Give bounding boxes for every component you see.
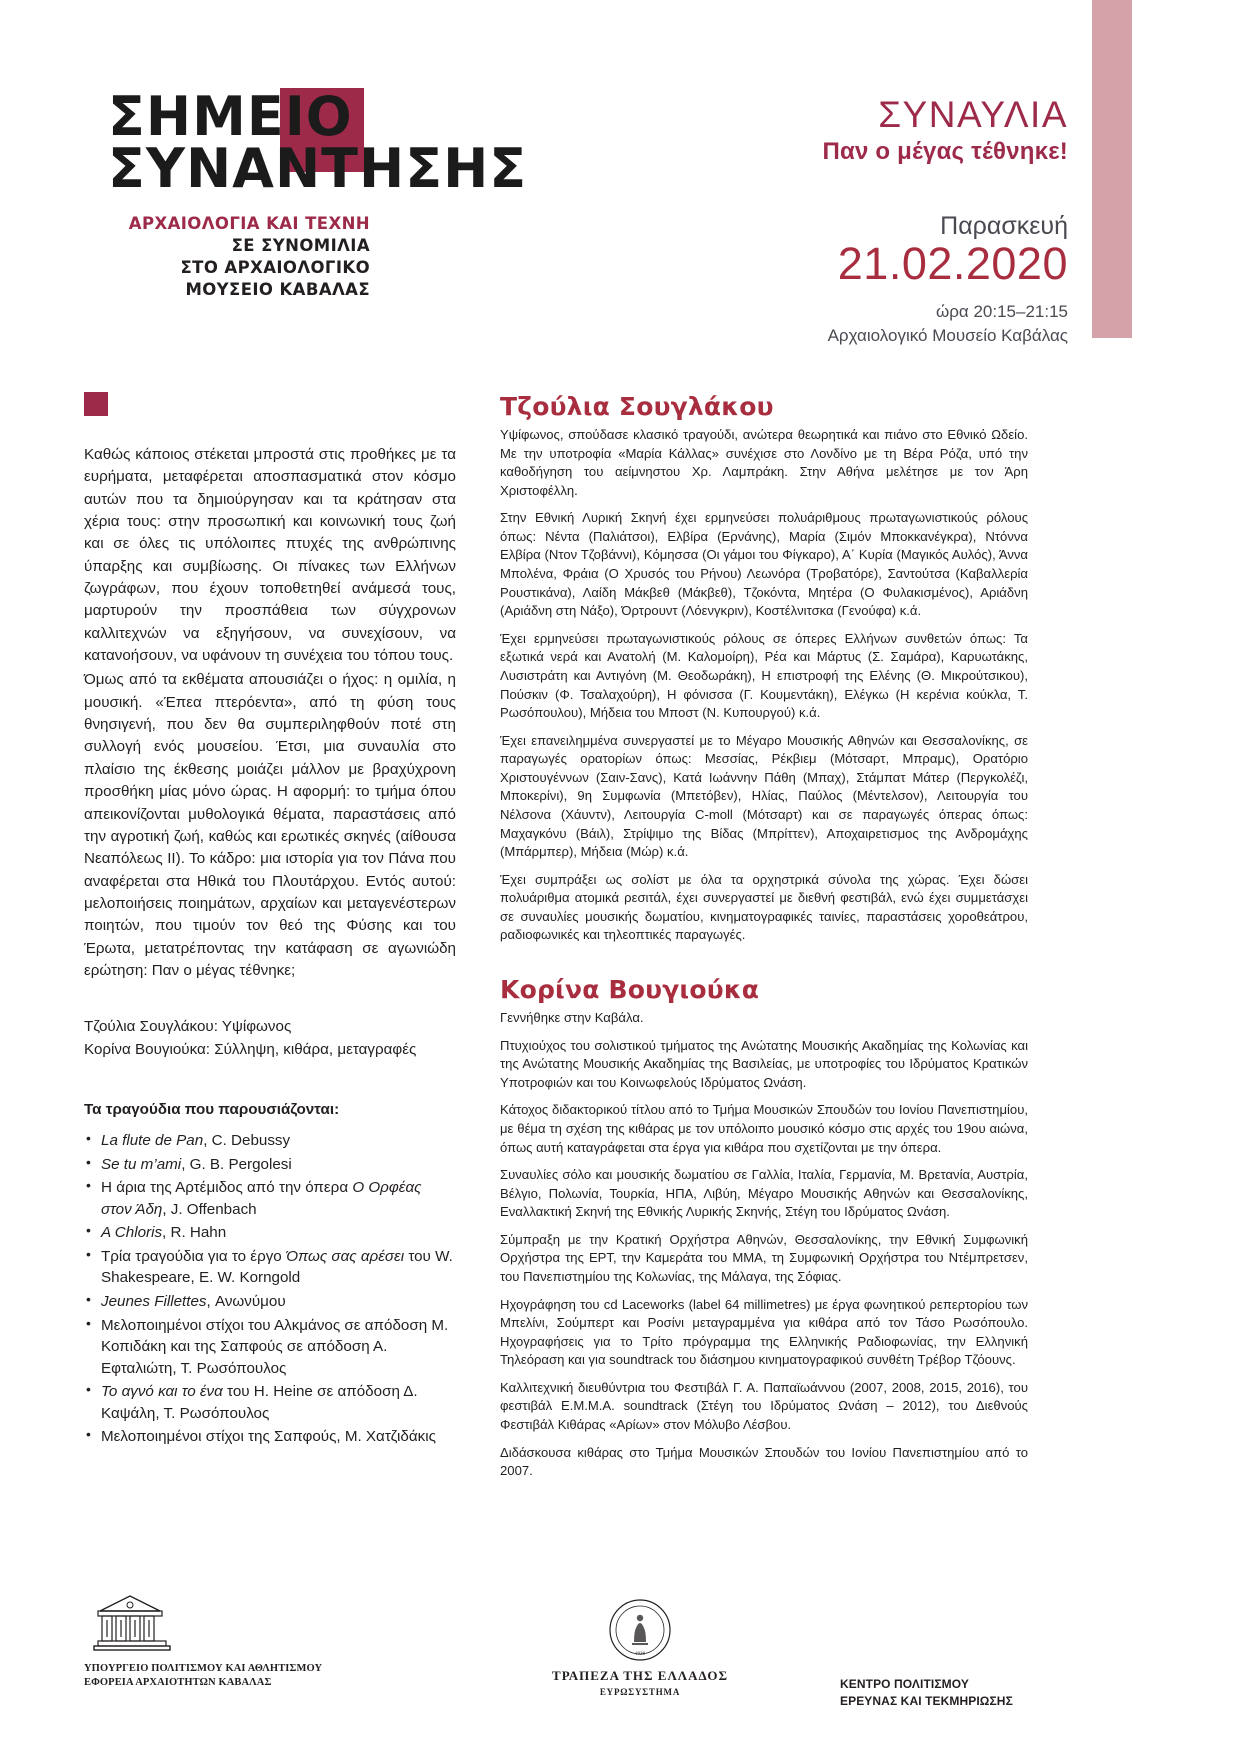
- poster-footer: [0, 1590, 1240, 1753]
- song-composer: , J. Offenbach: [162, 1200, 257, 1218]
- brand-logo: [108, 85, 528, 301]
- bio1-paragraph-5: Έχει συμπράξει ως σολίστ με όλα τα ορχηστρικά σύνολα της χώρας. Έχει δώσει πολυάριθμα ατομικά ρεσιτάλ, έχει συνεργαστεί με διεθνή φεστιβάλ, ενώ έχει συμμετάσχει σε συναυλίες μουσικής δωματίου, κινηματογραφικές ταινίες, παραστάσεις χοροθεάτρου, ραδιοφωνικές και τηλεοπτικές παραγωγές.: [500, 871, 1028, 943]
- footer-ministry-block: [84, 1590, 384, 1690]
- event-kind: ΣΥΝΑΥΛΙΑ: [878, 94, 1068, 135]
- performer-credits: [84, 1016, 456, 1061]
- song-composer: , G. B. Pergolesi: [181, 1155, 292, 1173]
- song-prefix: Η άρια της Αρτέμιδος από την όπερα: [101, 1179, 353, 1197]
- songs-heading: Τα τραγούδια που παρουσιάζονται:: [84, 1100, 340, 1118]
- bio2-paragraph-6: Ηχογράφηση του cd Laceworks (label 64 millimetres) με έργα φωνητικού ρεπερτορίου των Μπελίνι, Σούμπερτ και Ροσίνι μεταγραμμένα για κιθάρα από τον Τάσο Ρωσόπουλο. Ηχογραφήσεις για το Τρίτο πρόγραμμα της Ελληνικής Ραδιοφωνίας, την Ελληνική Τηλεόραση και για soundtrack του διάσημου κινηματογραφικού συνθέτη Τρέβορ Τζόουνς.: [500, 1296, 1028, 1368]
- bank-of-greece-seal-icon: [608, 1598, 672, 1662]
- event-date: 21.02.2020: [837, 237, 1068, 289]
- bio2-paragraph-3: Κάτοχος διδακτορικού τίτλου από το Τμήμα Μουσικών Σπουδών του Ιονίου Πανεπιστημίου, με θέμα τη σχέση της κιθάρας με τον υπόλοιπο μουσικό κόσμο στις αρχές του 19ου αιώνα, όπως αυτή καταγράφεται στα έργα για κιθάρα που σχετίζονται με την όπερα.: [500, 1102, 1028, 1155]
- footer-culture-line-2: ΕΡΕΥΝΑΣ ΚΑΙ ΤΕΚΜΗΡΙΩΣΗΣ: [840, 1693, 1013, 1708]
- bio2-paragraph-4: Συναυλίες σόλο και μουσικής δωματίου σε Γαλλία, Ιταλία, Γερμανία, Μ. Βρετανία, Αυστρία, Βέλγιο, Πολωνία, Τουρκία, ΗΠΑ, Λιβύη, Μέγαρο Μουσικής Αθηνών και Θεσσαλονίκης, Εναλλακτική Σκηνή της Εθνικής Λυρικής Σκηνής, Στέγη του Ιδρύματος Ωνάση.: [500, 1167, 1028, 1220]
- song-list-item: [101, 1315, 456, 1380]
- footer-culture-center-block: [840, 1676, 1160, 1710]
- bio2-paragraph-8: Διδάσκουσα κιθάρας στο Τμήμα Μουσικών Σπουδών του Ιονίου Πανεπιστημίου από το 2007.: [500, 1444, 1028, 1479]
- song-prefix: Μελοποιημένοι στίχοι της Σαπφούς, Μ. Χατζιδάκις: [101, 1428, 436, 1446]
- logo-subtitle-line-1: ΑΡΧΑΙΟΛΟΓΙΑ ΚΑΙ ΤΕΧΝΗ: [128, 214, 370, 234]
- footer-ministry-line-2: ΕΦΟΡΕΙΑ ΑΡΧΑΙΟΤΗΤΩΝ ΚΑΒΑΛΑΣ: [84, 1677, 272, 1689]
- footer-bank-line-1: ΤΡΑΠΕΖΑ ΤΗΣ ΕΛΛΑΔΟΣ: [552, 1668, 728, 1683]
- logo-wordmark: [108, 85, 528, 200]
- songs-list: [84, 1130, 456, 1448]
- song-list-item: [101, 1381, 456, 1424]
- bio1-paragraph-2: Στην Εθνική Λυρική Σκηνή έχει ερμηνεύσει πολυάριθμους πρωταγωνιστικούς ρόλους όπως: Νέντα (Παλιάτσοι), Ελβίρα (Ερνάνης), Μαρία (Σιμόν Μποκκανέγκρα), Ντόννα Ελβίρα (Ντον Τζοβάννι), Κόμησσα (Οι γάμοι του Φίγκαρο), Α΄ Κυρία (Μαγικός Αυλός), Άννα Μπολένα, Φράια (Ο Χρυσός του Ρήνου) Λεωνόρα (Τροβατόρε), Σαντούτσα (Καβαλλερία Ρουστικάνα), Λαίδη Μάκβεθ (Μάκβεθ), Τζοκόντα, Μητέρα (Ο Φυλακισμένος), Αριάδνη (Αριάδνη στη Νάξο), Όρτρουντ (Λόενγκριν), Κοστέλνιτσκα (Γενούφα) κ.ά.: [500, 510, 1028, 619]
- footer-bank-block: [520, 1598, 760, 1697]
- intro-paragraph-1: Καθώς κάποιος στέκεται μπροστά στις προθήκες με τα ευρήματα, μεταφέρεται αποσπασματικά στον κόσμο αυτών που τα δημιούργησαν και τα κράτησαν στα χέρια τους: στην προσωπική και κοινωνική τους ζωή και σε όλες τις υπόλοιπες πτυχές της ανθρώπινης ύπαρξης και συμβίωσης. Οι πίνακες των Ελλήνων ζωγράφων, που έχουν τοποθετηθεί ανάμεσά τους, μαρτυρούν την προσπάθεια των σύγχρονων καλλιτεχνών να εξηγήσουν, να συνεχίσουν, να κατανοήσουν, να υφάνουν τη συνέχεια του τόπου τους.: [84, 446, 456, 665]
- logo-subtitle: [108, 213, 370, 301]
- song-title: A Chloris: [101, 1224, 163, 1242]
- credit-line-soprano: Τζούλια Σουγλάκου: Υψίφωνος: [84, 1018, 292, 1036]
- song-list-item: [101, 1177, 456, 1220]
- song-composer: , Ανωνύμου: [206, 1292, 286, 1310]
- bio2-paragraph-5: Σύμπραξη με την Κρατική Ορχήστρα Αθηνών, Θεσσαλονίκης, την Εθνική Συμφωνική Ορχήστρα της ΕΡΤ, την Καμεράτα του ΜΜΑ, τη Συμφωνική Ορχήστρα του Ντέμπρετσεν, του Πανεπιστημίου της Κολωνίας, της Μάλαγα, της Σόφιας.: [500, 1231, 1028, 1284]
- logo-subtitle-line-4: ΜΟΥΣΕΙΟ ΚΑΒΑΛΑΣ: [185, 280, 370, 300]
- event-venue: Αρχαιολογικό Μουσείο Καβάλας: [827, 326, 1068, 346]
- bio2-paragraph-2: Πτυχιούχος του σολιστικού τμήματος της Ανώτατης Μουσικής Ακαδημίας της Κολωνίας και της Ανώτατης Μουσικής Ακαδημίας της Βασιλείας, με υποτροφίες του Ιδρύματος Κρατικών Υποτροφιών και του Κοινωφελούς Ιδρύματος Ωνάση.: [500, 1037, 1028, 1090]
- svg-text:1928: 1928: [635, 1652, 645, 1657]
- logo-subtitle-line-3: ΣΤΟ ΑΡΧΑΙΟΛΟΓΙΚΟ: [180, 258, 370, 278]
- song-title: Το αγνό και το ένα: [101, 1383, 223, 1401]
- song-title: Jeunes Fillettes: [101, 1292, 207, 1310]
- bio1-paragraph-1: Υψίφωνος, σπούδασε κλασικό τραγούδι, ανώτερα θεωρητικά και πιάνο στο Εθνικό Ωδείο. Με την υποτροφία «Μαρία Κάλλας» συνέχισε στο Λονδίνο με τη Βέρα Ρόζα, υπό την καθοδήγηση του αείμνηστου Χρ. Λαμπράκη. Στην Αθήνα μελέτησε με τον Άρη Χριστοφέλλη.: [500, 427, 1028, 498]
- song-list-item: [101, 1426, 456, 1448]
- song-title: Ο Ορφέας στον Άδη: [101, 1179, 422, 1218]
- logo-line-1: ΣΗΜΕΙΟ: [108, 85, 353, 148]
- bio-name-guitarist: Κορίνα Βουγιούκα: [500, 975, 760, 1005]
- poster-header: [0, 0, 1240, 360]
- song-title: Όπως σας αρέσει: [285, 1247, 405, 1265]
- event-time: ώρα 20:15–21:15: [935, 302, 1068, 322]
- song-prefix: Μελοποιημένοι στίχοι του Αλκμάνος σε απόδοση Μ. Κοπιδάκη και της Σαπφούς σε απόδοση Α. Εφταλιώτη, Τ. Ρωσόπουλος: [101, 1316, 449, 1377]
- song-composer: του H. Heine σε απόδοση Δ. Καψάλη, Τ. Ρωσόπουλος: [101, 1383, 418, 1422]
- song-list-item: [101, 1246, 456, 1289]
- song-composer: του W. Shakespeare, E. W. Korngold: [101, 1247, 453, 1287]
- song-composer: , C. Debussy: [203, 1131, 291, 1149]
- song-list-item: [101, 1130, 456, 1152]
- song-list-item: [101, 1154, 456, 1176]
- footer-ministry-line-1: ΥΠΟΥΡΓΕΙΟ ΠΟΛΙΤΙΣΜΟΥ ΚΑΙ ΑΘΛΗΤΙΣΜΟΥ: [84, 1663, 323, 1674]
- song-list-item: [101, 1222, 456, 1244]
- left-column: [84, 392, 456, 1450]
- neoclassical-building-icon: [92, 1590, 172, 1656]
- event-title: Παν ο μέγας τέθνηκε!: [822, 137, 1068, 165]
- intro-paragraph-2: Όμως από τα εκθέματα απουσιάζει ο ήχος: η ομιλία, η μουσική. «Έπεα πτερόεντα», από τη φύση τους θνησιγενή, που δεν θα συμπεριληφθούν ποτέ στη συλλογή ενός μουσείου. Έτσι, μια συναυλία στο πλαίσιο της έκθεσης μοιάζει μάλλον με βραχύχρονη προσθήκη μίας μόνο ώρας. Η αφορμή: το τμήμα όπου απεικονίζονται μυθολογικά θέματα, παραστάσεις από την αγροτική ζωή, καθώς και ερωτικές σκηνές (αίθουσα Νεαπόλεως II). Το κάδρο: μια ιστορία για τον Πάνα που αναφέρεται στα Ηθικά του Πλουτάρχου. Εντός αυτού: μελοποιήσεις ποιημάτων, αρχαίων και μεταγενέστερων ποιητών, που τιμούν τον θεό της Φύσης και του Έρωτα, μετατρέποντας την κατάφαση σε αγωνιώδη ερώτηση: Παν ο μέγας τέθνηκε;: [84, 671, 456, 979]
- bio2-paragraph-1: Γεννήθηκε στην Καβάλα.: [500, 1010, 644, 1026]
- event-weekday: Παρασκευή: [940, 211, 1068, 240]
- bio1-paragraph-3: Έχει ερμηνεύσει πρωταγωνιστικούς ρόλους σε όπερες Ελλήνων συνθετών όπως: Τα εξωτικά νερά και Ανατολή (Μ. Καλομοίρη), Ρέα και Μάρτυς (Σ. Σαμάρα), Καρυωτάκης, Λυσιστράτη και Αντιγόνη (Μ. Θεοδωράκη), Η επιστροφή της Ελένης (Θ. Μικρούτσικου), Πούσκιν (Φ. Τσαλαχούρη), Η φόνισσα (Γ. Κουμεντάκη), Ελέγκω (Η κερένια κούκλα, Τ. Ρωσόπουλου), Μήδεια του Μποστ (Ν. Κυπουργού) κ.ά.: [500, 630, 1028, 721]
- bio2-paragraph-7: Καλλιτεχνική διευθύντρια του Φεστιβάλ Γ. Α. Παπαϊωάννου (2007, 2008, 2015, 2016), του φεστιβάλ Ε.Μ.Μ.Α. soundtrack (Στέγη του Ιδρύματος Ωνάση – 2012), του Διεθνούς Φεστιβάλ Κιθάρας «Αρίων» στον Μόλυβο Λέσβου.: [500, 1379, 1028, 1433]
- logo-subtitle-line-2: ΣΕ ΣΥΝΟΜΙΛΙΑ: [231, 236, 370, 256]
- song-composer: , R. Hahn: [162, 1224, 227, 1242]
- song-prefix: Τρία τραγούδια για το έργο: [101, 1247, 286, 1265]
- footer-bank-line-2: ΕΥΡΩΣΥΣΤΗΜΑ: [599, 1686, 681, 1697]
- footer-culture-line-1: ΚΕΝΤΡΟ ΠΟΛΙΤΙΣΜΟΥ: [840, 1677, 969, 1691]
- bio-name-soprano: Τζούλια Σουγλάκου: [500, 392, 774, 421]
- song-list-item: [101, 1291, 456, 1313]
- accent-square-marker: [84, 392, 108, 416]
- logo-line-2: ΣΥΝΑΝΤΗΣΗΣ: [108, 136, 528, 200]
- right-column: [500, 392, 1028, 1490]
- song-title: Se tu m’ami: [101, 1155, 182, 1173]
- credit-line-guitar: Κορίνα Βουγιούκα: Σύλληψη, κιθάρα, μεταγραφές: [84, 1040, 417, 1058]
- event-info: [588, 96, 1068, 346]
- song-title: La flute de Pan: [101, 1131, 204, 1149]
- bio1-paragraph-4: Έχει επανειλημμένα συνεργαστεί με το Μέγαρο Μουσικής Αθηνών και Θεσσαλονίκης, σε παραγωγές ορατορίων όπως: Μεσσίας, Ρέκβιεμ (Μότσαρτ, Μπραμς), Ορατόριο Χριστουγέννων (Σαιν-Σανς), Κατά Ιωάννην Πάθη (Μπαχ), Στάμπατ Μάτερ (Περγκολέζι, Μποκερίνι), 9η Συμφωνία (Μπετόβεν), Ηλίας, Παύλος (Μέντελσον), Λειτουργία του Νέλσονα (Χάυντν), Λειτουργία C-moll (Μότσαρτ) και σε παραγωγές όπερας όπως: Μαχαγκόνυ (Βάιλ), Στρίψιμο της Βίδας (Μπρίττεν), Αποχαιρετισμος της Ανδρομάχης (Μπάρμπερ), Μήδεια (Μώρ) κ.ά.: [500, 732, 1028, 860]
